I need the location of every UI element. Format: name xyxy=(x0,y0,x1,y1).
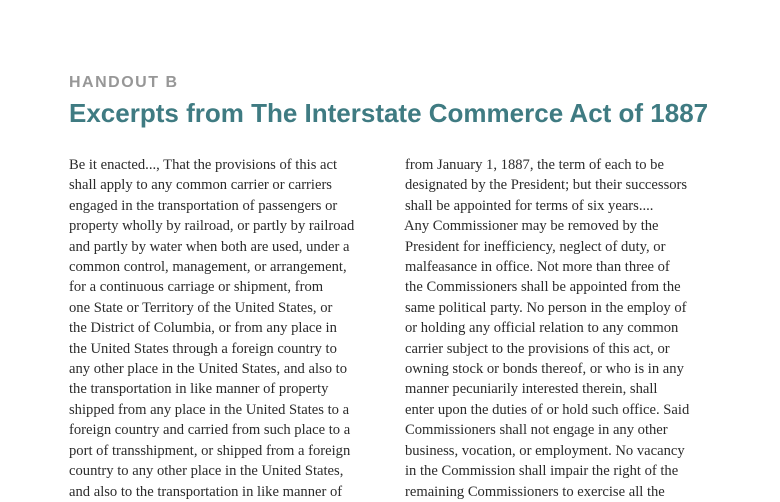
text-line: designated by the President; but their successors xyxy=(405,177,688,194)
text-line: shall apply to any common carrier or carriers xyxy=(69,177,332,194)
text-line: from January 1, 1887, the term of each to be xyxy=(405,157,664,173)
text-line: owning stock or bonds thereof, or who is in any xyxy=(405,361,684,378)
text-line: Commissioners shall not engage in any other xyxy=(405,422,668,439)
text-line: enter upon the duties of or hold such office. Said xyxy=(405,401,690,418)
text-line: engaged in the transportation of passengers or xyxy=(69,197,338,214)
text-line: Any Commissioner may be removed by the xyxy=(404,218,659,235)
text-line: manner pecuniarily interested therein, shall xyxy=(405,381,658,398)
text-line: shipped from any place in the United States to a xyxy=(69,401,350,418)
text-line: foreign country and carried from such place to a xyxy=(69,422,351,439)
text-line: and partly by water when both are used, under a xyxy=(69,238,350,255)
text-line: malfeasance in office. Not more than three of xyxy=(405,259,670,276)
text-line: any other place in the United States, and also to xyxy=(69,361,348,378)
text-line: for a continuous carriage or shipment, from xyxy=(69,279,324,296)
handout-label: HANDOUT B xyxy=(69,74,179,91)
text-line: the District of Columbia, or from any place in xyxy=(69,320,337,337)
text-line: property wholly by railroad, or partly by railroad xyxy=(69,218,355,235)
text-line: remaining Commissioners to exercise all the xyxy=(405,483,665,500)
text-line: in the Commission shall impair the right of the xyxy=(405,463,679,480)
page-title: Excerpts from The Interstate Commerce Act of 1887 xyxy=(69,98,709,128)
left-text-column xyxy=(69,155,379,502)
right-text-column xyxy=(405,155,725,502)
text-line: common control, management, or arrangement, xyxy=(69,259,347,276)
text-line: same political party. No person in the employ of xyxy=(405,299,687,316)
text-line: the transportation in like manner of property xyxy=(69,381,329,398)
text-line: or holding any official relation to any common xyxy=(405,320,679,337)
text-line: and also to the transportation in like manner of xyxy=(69,483,343,500)
text-line: one State or Territory of the United States, or xyxy=(69,299,333,316)
text-line: business, vocation, or employment. No vacancy xyxy=(405,442,685,459)
text-line: carrier subject to the provisions of this act, or xyxy=(405,340,670,357)
text-line: President for inefficiency, neglect of duty, or xyxy=(405,238,666,255)
text-line: port of transshipment, or shipped from a foreign xyxy=(69,442,351,459)
text-line: shall be appointed for terms of six years.... xyxy=(405,197,654,214)
text-line: Be it enacted..., That the provisions of this act xyxy=(69,157,338,173)
text-line: the Commissioners shall be appointed from the xyxy=(405,279,681,296)
text-line: country to any other place in the United States, xyxy=(69,463,344,480)
text-line: the United States through a foreign country to xyxy=(69,340,337,357)
